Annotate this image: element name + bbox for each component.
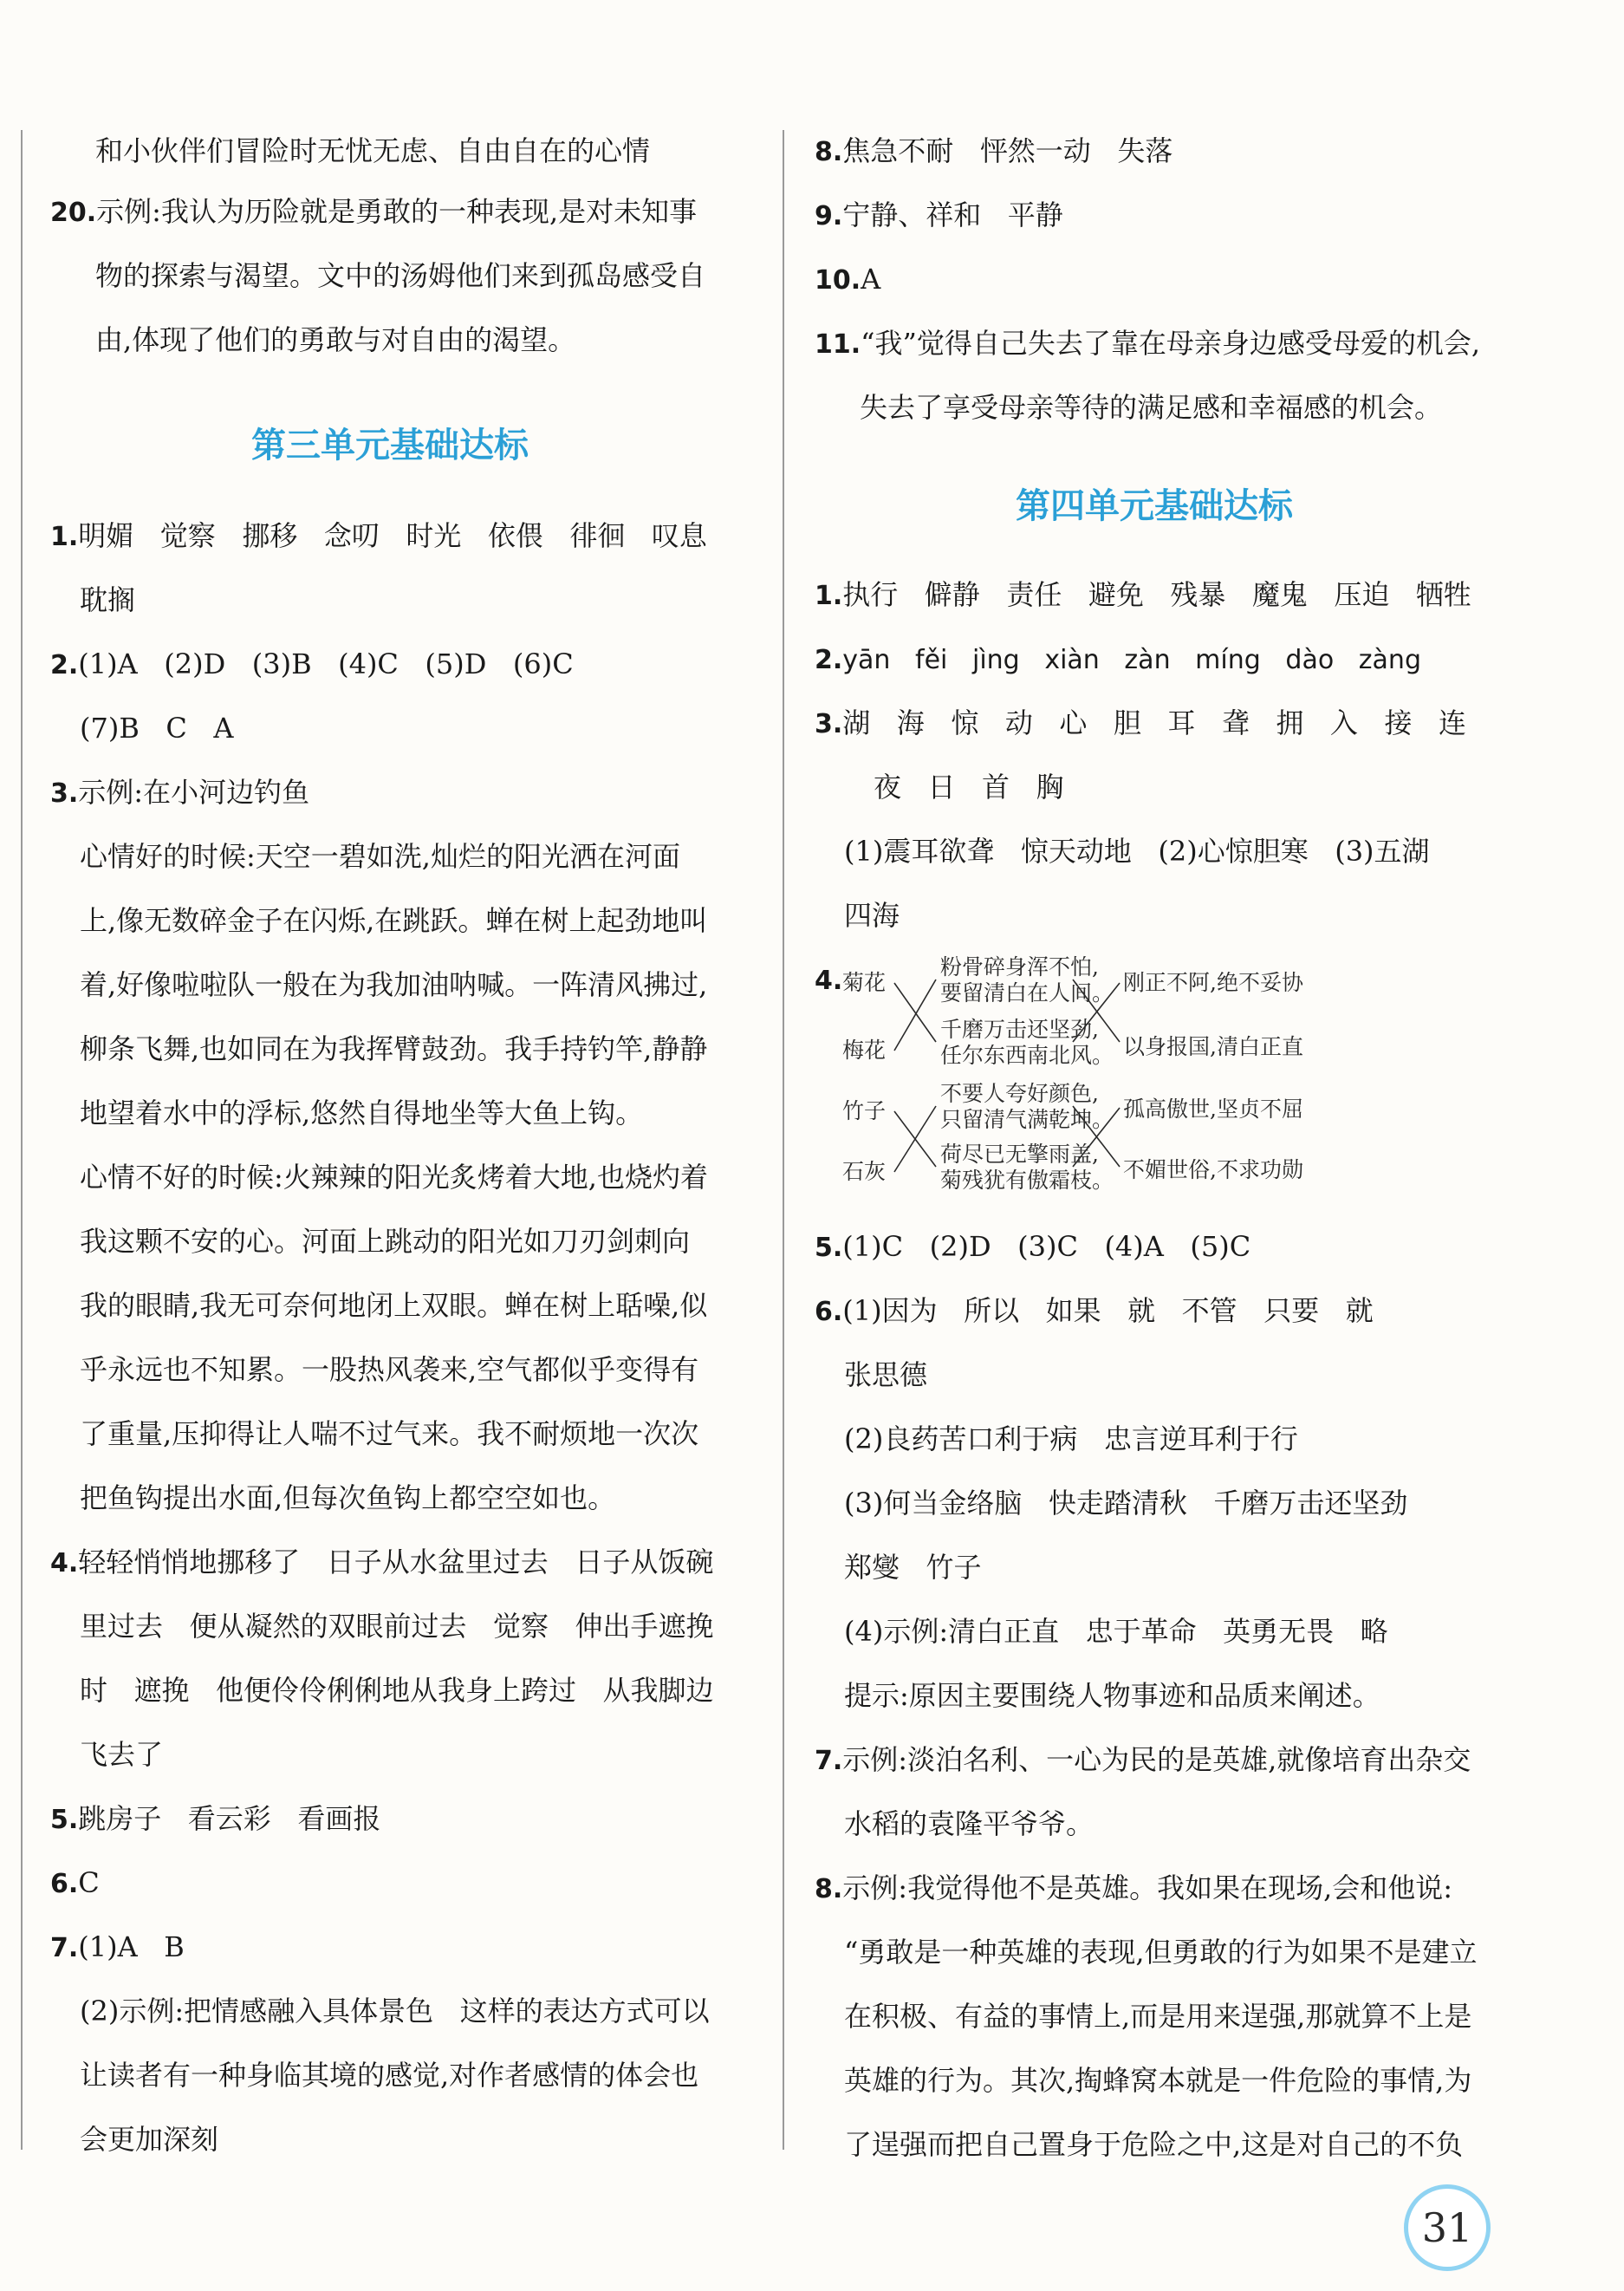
question-number: 2. — [50, 650, 79, 680]
question-2 — [50, 645, 574, 685]
question-number: 6. — [50, 1869, 79, 1899]
answer-line: A — [861, 263, 881, 296]
answer-line: (2)良药苦口利于病 忠言逆耳利于行 — [844, 1422, 1298, 1455]
answer-line: 示例:淡泊名利、一心为民的是英雄,就像培育出杂交 — [842, 1743, 1471, 1776]
question-number: 3. — [815, 709, 843, 739]
flower-label: 菊花 — [842, 970, 887, 995]
question-3 — [50, 773, 309, 813]
flower-label: 石灰 — [842, 1159, 887, 1184]
answer-line: (3)何当金络脑 快走踏清秋 千磨万击还坚劲 — [844, 1487, 1408, 1520]
answer-line: 郑燮 竹子 — [844, 1551, 982, 1584]
answer-line: 焦急不耐 怦然一动 失落 — [842, 134, 1173, 167]
answer-line: 我这颗不安的心。河面上跳动的阳光如刀刃剑刺向 — [80, 1225, 691, 1258]
answer-line: 在积极、有益的事情上,而是用来逞强,那就算不上是 — [844, 2000, 1472, 2033]
question-number: 10. — [815, 265, 861, 296]
question-number: 4. — [815, 966, 843, 996]
poem-line: 不要人夸好颜色, — [940, 1081, 1099, 1106]
answer-line: “我”觉得自己失去了靠在母亲身边感受母爱的机会, — [861, 327, 1481, 360]
answer-line: 会更加深刻 — [80, 2123, 219, 2156]
section-heading-unit-3: 第三单元基础达标 — [251, 426, 529, 465]
question-number: 1. — [50, 522, 79, 552]
answer-line: 水稻的袁隆平爷爷。 — [844, 1807, 1095, 1840]
answer-line: 了重量,压抑得让人喘不过气来。我不耐烦地一次次 — [80, 1417, 699, 1450]
question-20 — [50, 192, 697, 232]
page-number-badge — [1404, 2184, 1491, 2271]
question-6 — [815, 1292, 1374, 1331]
answer-line: C — [78, 1866, 100, 1899]
answer-line: 英雄的行为。其次,掏蜂窝本就是一件危险的事情,为 — [844, 2064, 1472, 2097]
quality-label: 以身报国,清白正直 — [1123, 1034, 1303, 1059]
answer-line: 示例:在小河边钓鱼 — [78, 776, 310, 809]
answer-line: 柳条飞舞,也如同在为我挥臂鼓劲。我手持钓竿,静静 — [80, 1032, 708, 1065]
pinyin-answer: yān fěi jìng xiàn zàn míng dào zàng — [842, 645, 1421, 675]
question-number: 11. — [815, 329, 861, 360]
question-8 — [815, 1869, 1452, 1909]
answer-line: 张思德 — [844, 1358, 928, 1391]
answer-line: 湖 海 惊 动 心 胆 耳 聋 拥 入 接 连 — [842, 706, 1466, 739]
answer-line: 地望着水中的浮标,悠然自得地坐等大鱼上钩。 — [80, 1097, 644, 1129]
question-number: 7. — [50, 1933, 79, 1963]
question-number: 2. — [815, 645, 843, 675]
poem-line: 只留清气满乾坤。 — [940, 1107, 1114, 1132]
answer-line: (7)B C A — [80, 712, 234, 745]
question-10 — [815, 260, 880, 300]
answer-line: 我的眼睛,我无可奈何地闭上双眼。蝉在树上聒噪,似 — [80, 1289, 708, 1322]
question-number: 7. — [815, 1746, 843, 1776]
poem-line: 任尔东西南北风。 — [940, 1043, 1114, 1068]
left-margin-rule — [21, 130, 23, 2150]
answer-line: 示例:我认为历险就是勇敢的一种表现,是对未知事 — [96, 195, 698, 228]
answer-line: “勇敢是一种英雄的表现,但勇敢的行为如果不是建立 — [844, 1936, 1478, 1969]
question-number: 6. — [815, 1297, 843, 1327]
link-line — [894, 983, 936, 1042]
question-number: 1. — [815, 581, 843, 611]
poem-line: 粉骨碎身浑不怕, — [940, 954, 1099, 980]
question-number: 3. — [50, 778, 79, 809]
quality-label: 孤高傲世,坚贞不屈 — [1123, 1097, 1303, 1122]
answer-line: (2)示例:把情感融入具体景色 这样的表达方式可以 — [80, 1995, 710, 2027]
answer-line: (1)C (2)D (3)C (4)A (5)C — [842, 1230, 1251, 1263]
answer-line: 把鱼钩提出水面,但每次鱼钩上都空空如也。 — [80, 1481, 616, 1514]
answer-line: (1)A B — [78, 1930, 185, 1963]
question-number: 5. — [815, 1233, 843, 1263]
matching-diagram — [841, 953, 1378, 1205]
question-7 — [50, 1928, 185, 1968]
answer-line: (1)A (2)D (3)B (4)C (5)D (6)C — [78, 648, 574, 680]
question-11 — [815, 324, 1480, 364]
answer-line: 里过去 便从凝然的双眼前过去 觉察 伸出手遮挽 — [80, 1610, 714, 1643]
answer-line: 了逞强而把自己置身于危险之中,这是对自己的不负 — [844, 2128, 1464, 2161]
question-number: 20. — [50, 198, 97, 228]
question-number: 8. — [815, 137, 843, 167]
answer-line: 上,像无数碎金子在闪烁,在跳跃。蝉在树上起劲地叫 — [80, 904, 708, 937]
quality-label: 刚正不阿,绝不妥协 — [1123, 970, 1303, 995]
answer-line: 物的探索与渴望。文中的汤姆他们来到孤岛感受自 — [95, 259, 706, 292]
question-number: 8. — [815, 1874, 843, 1904]
question-4 — [815, 960, 842, 1000]
question-5 — [50, 1800, 380, 1839]
answer-line: 示例:我觉得他不是英雄。我如果在现场,会和他说: — [842, 1871, 1453, 1904]
answer-line: 轻轻悄悄地挪移了 日子从水盆里过去 日子从饭碗 — [78, 1546, 714, 1578]
question-number: 9. — [815, 201, 843, 231]
answer-line: 执行 僻静 责任 避免 残暴 魔鬼 压迫 牺牲 — [842, 578, 1471, 611]
answer-line: 夜 日 首 胸 — [874, 771, 1064, 804]
answer-line: 由,体现了他们的勇敢与对自由的渴望。 — [95, 323, 576, 356]
poem-line: 荷尽已无擎雨盖, — [940, 1142, 1099, 1167]
question-1 — [50, 517, 707, 556]
question-9 — [815, 196, 1063, 236]
answer-line: 宁静、祥和 平静 — [842, 199, 1063, 231]
question-number: 5. — [50, 1805, 79, 1835]
answer-line: 明媚 觉察 挪移 念叨 时光 依偎 徘徊 叹息 — [78, 519, 707, 552]
hint-line: 提示:原因主要围绕人物事迹和品质来阐述。 — [844, 1679, 1380, 1712]
answer-line: 乎永远也不知累。一股热风袭来,空气都似乎变得有 — [80, 1353, 699, 1386]
answer-line: 着,好像啦啦队一般在为我加油呐喊。一阵清风拂过, — [80, 968, 708, 1001]
question-3 — [815, 704, 1466, 744]
question-6 — [50, 1864, 100, 1904]
poem-line: 菊残犹有傲霜枝。 — [940, 1168, 1114, 1193]
link-line — [894, 980, 936, 1051]
answer-line: 四海 — [844, 899, 900, 932]
question-2 — [815, 640, 1421, 680]
question-8 — [815, 132, 1173, 172]
question-7 — [815, 1741, 1471, 1780]
answer-line: 让读者有一种身临其境的感觉,对作者感情的体会也 — [80, 2059, 699, 2092]
quality-label: 不媚世俗,不求功勋 — [1123, 1157, 1303, 1182]
flower-label: 梅花 — [842, 1038, 887, 1063]
poem-line: 要留清白在人间。 — [940, 980, 1114, 1006]
answer-line: (4)示例:清白正直 忠于革命 英勇无畏 略 — [844, 1615, 1388, 1648]
question-4 — [50, 1543, 713, 1583]
answer-line: 和小伙伴们冒险时无忧无虑、自由自在的心情 — [95, 134, 651, 167]
answer-line: 心情好的时候:天空一碧如洗,灿烂的阳光洒在河面 — [80, 840, 680, 873]
column-divider — [783, 130, 784, 2150]
answer-line: 跳房子 看云彩 看画报 — [78, 1802, 381, 1835]
answer-line: 心情不好的时候:火辣辣的阳光炙烤着大地,也烧灼着 — [80, 1161, 708, 1194]
answer-line: 耽搁 — [80, 583, 136, 616]
section-heading-unit-4: 第四单元基础达标 — [1016, 486, 1293, 526]
answer-line: 飞去了 — [80, 1738, 164, 1771]
page-number: 31 — [1421, 2204, 1473, 2251]
flower-label: 竹子 — [842, 1098, 887, 1123]
answer-line: (1)震耳欲聋 惊天动地 (2)心惊胆寒 (3)五湖 — [844, 835, 1430, 868]
link-line — [894, 1106, 936, 1172]
answer-line: 失去了享受母亲等待的满足感和幸福感的机会。 — [860, 391, 1443, 424]
question-number: 4. — [50, 1548, 79, 1578]
answer-line: 时 遮挽 他便伶伶俐俐地从我身上跨过 从我脚边 — [80, 1674, 714, 1707]
question-1 — [815, 576, 1471, 615]
answer-line: (1)因为 所以 如果 就 不管 只要 就 — [842, 1294, 1374, 1327]
question-5 — [815, 1227, 1250, 1267]
poem-line: 千磨万击还坚劲, — [940, 1017, 1099, 1042]
